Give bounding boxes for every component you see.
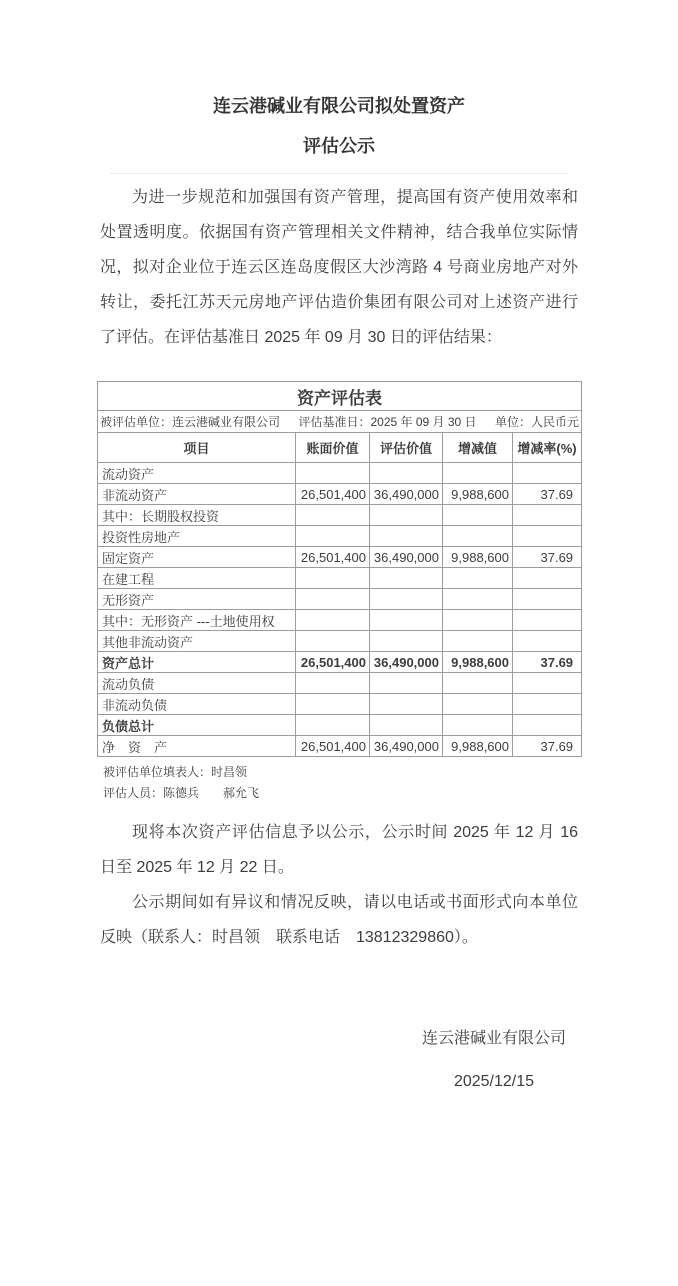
cell-item: 固定资产 bbox=[98, 547, 296, 568]
currency-unit-label: 单位：人民币元 bbox=[495, 415, 580, 429]
cell-change-rate bbox=[513, 694, 582, 715]
cell-change-rate bbox=[513, 589, 582, 610]
table-caption-row bbox=[98, 382, 582, 411]
cell-change-rate bbox=[513, 505, 582, 526]
cell-item: 流动负债 bbox=[98, 673, 296, 694]
announcement-page bbox=[0, 86, 678, 1286]
cell-change-rate bbox=[513, 463, 582, 484]
table-row bbox=[98, 589, 582, 610]
cell-assessed-value bbox=[370, 568, 443, 589]
cell-change-value bbox=[443, 526, 513, 547]
intro-paragraph: 为进一步规范和加强国有资产管理，提高国有资产使用效率和处置透明度。依据国有资产管理相关文件精神，结合我单位实际情况，拟对企业位于连云区连岛度假区大沙湾路 4 号商业房地产对外转让，委托江苏天元房地产评估造价集团有限公司对上述资产进行了评估。在评估基准日 2025 年 09 月 30 日的评估结果： bbox=[100, 189, 578, 346]
col-header-change-rate: 增减率(%) bbox=[513, 433, 582, 463]
document-title bbox=[100, 86, 578, 166]
cell-assessed-value bbox=[370, 463, 443, 484]
signature-block bbox=[100, 1017, 578, 1103]
cell-change-value bbox=[443, 610, 513, 631]
table-header-row bbox=[98, 433, 582, 463]
table-caption: 资产评估表 bbox=[98, 382, 582, 411]
cell-change-value bbox=[443, 463, 513, 484]
cell-change-value: 9,988,600 bbox=[443, 547, 513, 568]
cell-item: 其中：无形资产 ---土地使用权 bbox=[98, 610, 296, 631]
table-row bbox=[98, 652, 582, 673]
signature-date: 2025/12/15 bbox=[453, 1073, 535, 1090]
title-divider bbox=[110, 173, 568, 174]
cell-change-rate: 37.69 bbox=[513, 736, 582, 757]
cell-change-value bbox=[443, 631, 513, 652]
cell-assessed-value bbox=[370, 631, 443, 652]
document-title-line1: 连云港碱业有限公司拟处置资产 bbox=[213, 96, 465, 116]
cell-change-value bbox=[443, 673, 513, 694]
cell-assessed-value: 36,490,000 bbox=[370, 547, 443, 568]
cell-book-value bbox=[296, 568, 370, 589]
cell-change-rate bbox=[513, 526, 582, 547]
cell-book-value bbox=[296, 610, 370, 631]
cell-change-rate bbox=[513, 568, 582, 589]
table-meta-row bbox=[98, 411, 582, 433]
cell-item: 流动资产 bbox=[98, 463, 296, 484]
cell-item: 在建工程 bbox=[98, 568, 296, 589]
cell-assessed-value bbox=[370, 610, 443, 631]
cell-book-value bbox=[296, 673, 370, 694]
table-row bbox=[98, 505, 582, 526]
asset-valuation-table bbox=[97, 381, 582, 757]
col-header-assessed-value: 评估价值 bbox=[370, 433, 443, 463]
cell-assessed-value: 36,490,000 bbox=[370, 736, 443, 757]
cell-assessed-value bbox=[370, 505, 443, 526]
cell-assessed-value bbox=[370, 589, 443, 610]
cell-item: 非流动资产 bbox=[98, 484, 296, 505]
table-footnotes bbox=[103, 762, 581, 804]
cell-change-rate: 37.69 bbox=[513, 484, 582, 505]
col-header-book-value: 账面价值 bbox=[296, 433, 370, 463]
contact-paragraph: 公示期间如有异议和情况反映，请以电话或书面形式向本单位反映（联系人：时昌领 联系电话 13812329860）。 bbox=[100, 894, 578, 946]
form-filler-line: 被评估单位填表人：时昌领 bbox=[103, 765, 248, 779]
col-header-change-value: 增减值 bbox=[443, 433, 513, 463]
notice-paragraph: 现将本次资产评估信息予以公示，公示时间 2025 年 12 月 16 日至 2025 年 12 月 22 日。 bbox=[100, 824, 578, 876]
table-row bbox=[98, 715, 582, 736]
cell-item: 净 资 产 bbox=[98, 736, 296, 757]
cell-change-value bbox=[443, 568, 513, 589]
table-row bbox=[98, 694, 582, 715]
table-row bbox=[98, 463, 582, 484]
assessors-line: 评估人员：陈德兵 郝允飞 bbox=[103, 786, 260, 800]
cell-item: 其他非流动资产 bbox=[98, 631, 296, 652]
cell-assessed-value bbox=[370, 694, 443, 715]
cell-book-value: 26,501,400 bbox=[296, 484, 370, 505]
col-header-item: 项目 bbox=[98, 433, 296, 463]
signature-company: 连云港碱业有限公司 bbox=[421, 1030, 566, 1047]
table-row bbox=[98, 631, 582, 652]
cell-book-value bbox=[296, 589, 370, 610]
cell-assessed-value: 36,490,000 bbox=[370, 484, 443, 505]
cell-change-value bbox=[443, 589, 513, 610]
document-title-line2: 评估公示 bbox=[303, 136, 375, 156]
cell-book-value bbox=[296, 526, 370, 547]
cell-assessed-value bbox=[370, 673, 443, 694]
table-row bbox=[98, 568, 582, 589]
cell-change-rate bbox=[513, 715, 582, 736]
cell-change-value: 9,988,600 bbox=[443, 652, 513, 673]
cell-change-rate: 37.69 bbox=[513, 547, 582, 568]
cell-change-value bbox=[443, 505, 513, 526]
cell-change-value: 9,988,600 bbox=[443, 484, 513, 505]
cell-item: 非流动负债 bbox=[98, 694, 296, 715]
cell-item: 投资性房地产 bbox=[98, 526, 296, 547]
cell-change-rate bbox=[513, 631, 582, 652]
cell-change-rate bbox=[513, 610, 582, 631]
cell-item: 其中：长期股权投资 bbox=[98, 505, 296, 526]
cell-item: 无形资产 bbox=[98, 589, 296, 610]
cell-book-value bbox=[296, 694, 370, 715]
cell-assessed-value bbox=[370, 526, 443, 547]
cell-change-value: 9,988,600 bbox=[443, 736, 513, 757]
cell-book-value bbox=[296, 463, 370, 484]
cell-item: 资产总计 bbox=[98, 652, 296, 673]
assessed-unit-label: 被评估单位：连云港碱业有限公司 bbox=[100, 415, 281, 429]
asset-valuation-table-wrap bbox=[97, 381, 581, 804]
table-row bbox=[98, 547, 582, 568]
cell-book-value: 26,501,400 bbox=[296, 736, 370, 757]
cell-change-value bbox=[443, 715, 513, 736]
cell-book-value: 26,501,400 bbox=[296, 652, 370, 673]
table-row bbox=[98, 610, 582, 631]
cell-item: 负债总计 bbox=[98, 715, 296, 736]
cell-book-value bbox=[296, 715, 370, 736]
cell-assessed-value bbox=[370, 715, 443, 736]
table-row bbox=[98, 736, 582, 757]
cell-book-value: 26,501,400 bbox=[296, 547, 370, 568]
cell-assessed-value: 36,490,000 bbox=[370, 652, 443, 673]
cell-book-value bbox=[296, 631, 370, 652]
table-row bbox=[98, 526, 582, 547]
cell-book-value bbox=[296, 505, 370, 526]
table-row bbox=[98, 673, 582, 694]
cell-change-value bbox=[443, 694, 513, 715]
valuation-base-date-label: 评估基准日：2025 年 09 月 30 日 bbox=[298, 415, 477, 429]
table-row bbox=[98, 484, 582, 505]
cell-change-rate: 37.69 bbox=[513, 652, 582, 673]
cell-change-rate bbox=[513, 673, 582, 694]
